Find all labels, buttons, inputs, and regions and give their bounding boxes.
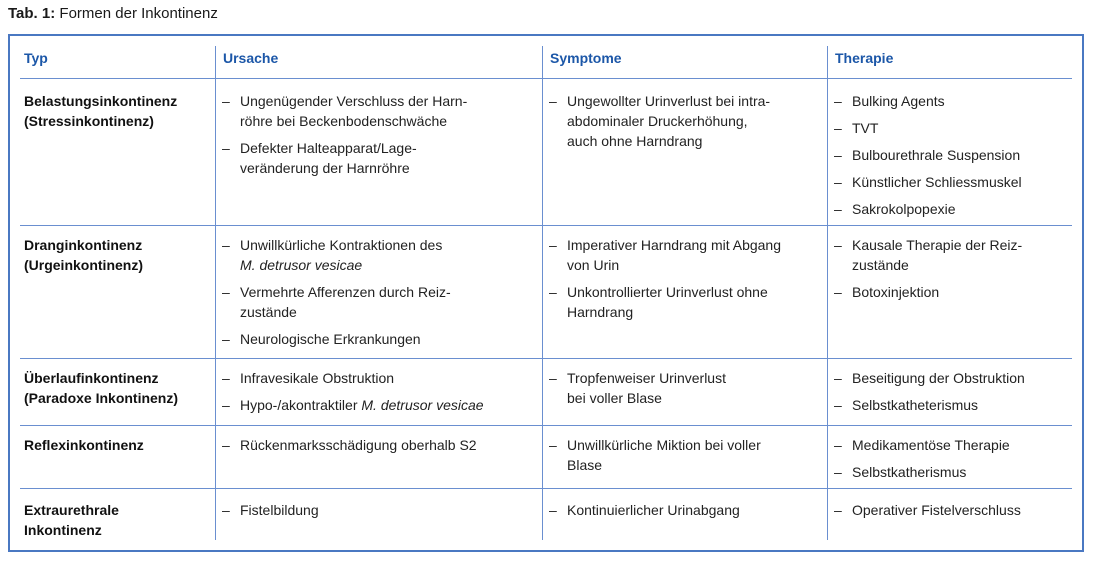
item-line: auch ohne Harndrang [567, 133, 703, 149]
dash-bullet: – [222, 93, 230, 109]
item-line: Medikamentöse Therapie [852, 437, 1010, 453]
dash-bullet: – [549, 93, 557, 109]
list-item [834, 118, 1022, 138]
cell-therapie [834, 500, 1021, 527]
item-line: röhre bei Beckenbodenschwäche [240, 113, 448, 129]
item-text: Hypo-/akontraktiler [240, 397, 362, 413]
list-item [834, 500, 1021, 520]
item-line: Infravesikale Obstruktion [240, 370, 395, 386]
item-line: Sakrokolpopexie [852, 201, 956, 217]
dash-bullet: – [222, 397, 230, 413]
dash-bullet: – [222, 284, 230, 300]
list-item [549, 435, 761, 475]
dash-bullet: – [549, 284, 557, 300]
item-line: Tropfenweiser Urinverlust [567, 370, 726, 386]
item-line: Fistelbildung [240, 502, 319, 518]
item-line: Imperativer Harndrang mit Abgang [567, 237, 781, 253]
dash-bullet: – [834, 502, 842, 518]
cell-ursache [222, 435, 477, 462]
cell-symptome [549, 91, 770, 158]
table-caption-title: Formen der Inkontinenz [59, 5, 218, 22]
list-item [222, 282, 451, 322]
list-item [834, 462, 1010, 482]
list-item [222, 368, 484, 388]
list-item [222, 91, 467, 131]
row-type [24, 500, 119, 540]
list-item [834, 145, 1022, 165]
dash-bullet: – [834, 93, 842, 109]
row-type [24, 435, 144, 455]
cell-symptome [549, 500, 740, 527]
header-ursache: Ursache [223, 50, 279, 66]
cell-therapie [834, 235, 1022, 309]
dash-bullet: – [549, 502, 557, 518]
cell-ursache [222, 500, 319, 527]
list-item [834, 91, 1022, 111]
list-item [549, 235, 781, 275]
dash-bullet: – [222, 437, 230, 453]
item-line: Künstlicher Schliessmuskel [852, 174, 1022, 190]
row-type [24, 235, 143, 275]
row-type-line: (Paradoxe Inkontinenz) [24, 390, 179, 406]
item-line: veränderung der Harnröhre [240, 160, 410, 176]
row-type-line: Dranginkontinenz [24, 237, 143, 253]
list-item [834, 172, 1022, 192]
row-type-line: (Urgeinkontinenz) [24, 257, 143, 273]
list-item [834, 282, 1022, 302]
row-type-line: Extraurethrale [24, 502, 119, 518]
dash-bullet: – [834, 397, 842, 413]
item-line: Defekter Halteapparat/Lage- [240, 140, 417, 156]
dash-bullet: – [222, 237, 230, 253]
item-line: Selbstkatherismus [852, 464, 967, 480]
item-line: zustände [240, 304, 297, 320]
column-divider [542, 46, 543, 540]
list-item [834, 368, 1025, 388]
dash-bullet: – [834, 120, 842, 136]
list-item [222, 395, 484, 415]
table-caption [8, 4, 218, 24]
cell-symptome [549, 235, 781, 329]
cell-symptome [549, 368, 726, 415]
list-item [222, 329, 451, 349]
row-type-line: Überlaufinkontinenz [24, 370, 159, 386]
list-item [834, 199, 1022, 219]
column-divider [827, 46, 828, 540]
list-item [222, 500, 319, 520]
item-line: abdominaler Druckerhöhung, [567, 113, 748, 129]
dash-bullet: – [549, 237, 557, 253]
item-line: Bulbourethrale Suspension [852, 147, 1021, 163]
row-divider [20, 358, 1072, 359]
item-line: zustände [852, 257, 909, 273]
item-line: Unwillkürliche Kontraktionen des [240, 237, 443, 253]
cell-therapie [834, 368, 1025, 422]
header-therapie: Therapie [835, 50, 894, 66]
dash-bullet: – [834, 437, 842, 453]
cell-symptome [549, 435, 761, 482]
row-type-line: Inkontinenz [24, 522, 102, 538]
dash-bullet: – [222, 502, 230, 518]
dash-bullet: – [834, 147, 842, 163]
cell-ursache [222, 368, 484, 422]
list-item [222, 138, 467, 178]
row-type [24, 91, 177, 131]
item-line: Vermehrte Afferenzen durch Reiz- [240, 284, 451, 300]
row-divider [20, 425, 1072, 426]
item-line: Operativer Fistelverschluss [852, 502, 1021, 518]
dash-bullet: – [222, 331, 230, 347]
item-line: Botoxinjektion [852, 284, 940, 300]
item-line: Bulking Agents [852, 93, 945, 109]
item-line: Blase [567, 457, 603, 473]
cell-therapie [834, 435, 1010, 489]
item-line: von Urin [567, 257, 620, 273]
item-line: bei voller Blase [567, 390, 662, 406]
list-item [549, 91, 770, 151]
list-item [834, 235, 1022, 275]
dash-bullet: – [834, 284, 842, 300]
incontinence-table [8, 34, 1084, 552]
item-line: Unwillkürliche Miktion bei voller [567, 437, 761, 453]
item-line: Kontinuierlicher Urinabgang [567, 502, 740, 518]
list-item [222, 235, 451, 275]
table-caption-label: Tab. 1: [8, 5, 56, 22]
item-line: Unkontrollierter Urinverlust ohne [567, 284, 768, 300]
list-item [549, 368, 726, 408]
dash-bullet: – [222, 140, 230, 156]
item-line: Beseitigung der Obstruktion [852, 370, 1025, 386]
row-type-line: Reflexinkontinenz [24, 437, 144, 453]
header-typ: Typ [24, 50, 48, 66]
header-divider [20, 78, 1072, 79]
list-item [834, 395, 1025, 415]
dash-bullet: – [834, 174, 842, 190]
row-type-line: (Stressinkontinenz) [24, 113, 154, 129]
dash-bullet: – [549, 437, 557, 453]
cell-therapie [834, 91, 1022, 226]
list-item [549, 282, 781, 322]
list-item [549, 500, 740, 520]
item-line: Harndrang [567, 304, 634, 320]
dash-bullet: – [834, 237, 842, 253]
dash-bullet: – [834, 464, 842, 480]
list-item [222, 435, 477, 455]
list-item [834, 435, 1010, 455]
cell-ursache [222, 91, 467, 185]
row-type [24, 368, 178, 408]
item-line: Ungenügender Verschluss der Harn- [240, 93, 468, 109]
row-type-line: Belastungsinkontinenz [24, 93, 178, 109]
dash-bullet: – [549, 370, 557, 386]
item-text-italic: M. detrusor vesicae [361, 397, 484, 413]
item-line-italic: M. detrusor vesicae [240, 257, 363, 273]
item-line: Rückenmarksschädigung oberhalb S2 [240, 437, 477, 453]
dash-bullet: – [222, 370, 230, 386]
dash-bullet: – [834, 201, 842, 217]
dash-bullet: – [834, 370, 842, 386]
item-line: Ungewollter Urinverlust bei intra- [567, 93, 771, 109]
item-line: Kausale Therapie der Reiz- [852, 237, 1023, 253]
item-line: Selbstkatheterismus [852, 397, 979, 413]
cell-ursache [222, 235, 451, 356]
header-symptome: Symptome [550, 50, 622, 66]
item-line: TVT [852, 120, 879, 136]
column-divider [215, 46, 216, 540]
item-line: Neurologische Erkrankungen [240, 331, 421, 347]
